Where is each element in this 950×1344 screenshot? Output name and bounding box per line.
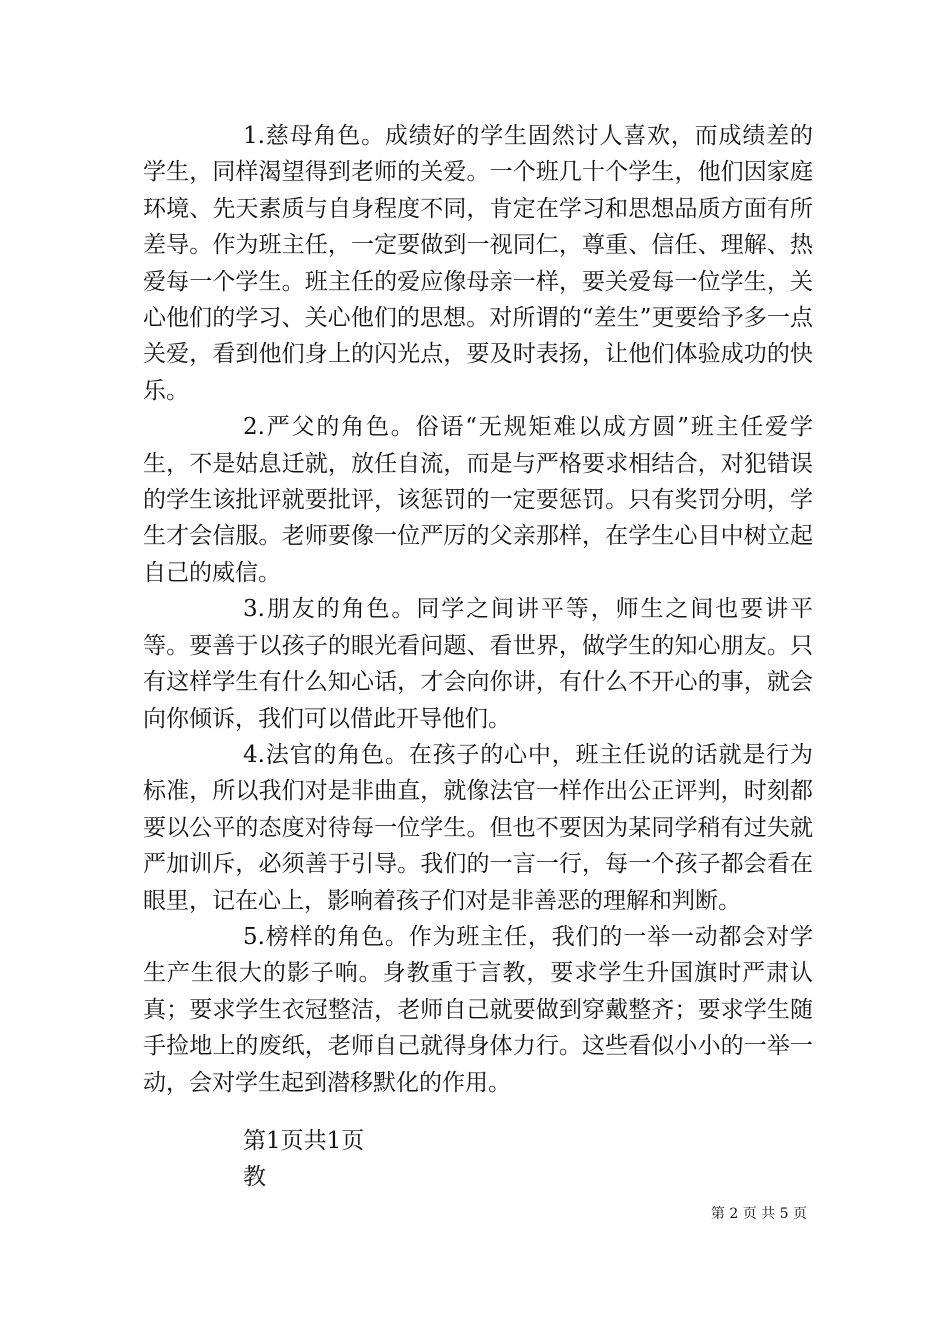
paragraph-5: 5.榜样的角色。作为班主任，我们的一举一动都会对学生产生很大的影子响。身教重于言教，要求学生升国旗时严肃认真；要求学生衣冠整洁，老师自己就要做到穿戴整齐；要求学生随手捡地上的废纸，老师自己就得身体力行。这些看似小小的一举一动，会对学生起到潜移默化的作用。 — [143, 923, 813, 1096]
paragraph-1: 1.慈母角色。成绩好的学生固然讨人喜欢，而成绩差的学生，同样渴望得到老师的关爱。一个班几十个学生，他们因家庭环境、先天素质与自身程度不同，肯定在学习和思想品质方面有所差导。作为班主任，一定要做到一视同仁，尊重、信任、理解、热爱每一个学生。班主任的爱应像母亲一样，要关爱每一位学生，关心他们的学习、关心他们的思想。对所谓的“差生”更要给予多一点关爱，看到他们身上的闪光点，要及时表扬，让他们体验成功的快乐。 — [143, 123, 813, 404]
body-text — [143, 118, 813, 1101]
stray-character: 教 — [243, 1164, 266, 1190]
paragraph-3: 3.朋友的角色。同学之间讲平等，师生之间也要讲平等。要善于以孩子的眼光看问题、看世界，做学生的知心朋友。只有这样学生有什么知心话，才会向你讲，有什么不开心的事，就会向你倾诉，我们可以借此开导他们。 — [143, 596, 813, 732]
paragraph-4: 4.法官的角色。在孩子的心中，班主任说的话就是行为标准，所以我们对是非曲直，就像法官一样作出公正评判，时刻都要以公平的态度对待每一位学生。但也不要因为某同学稍有过失就严加训斥，必须善于引导。我们的一言一行，每一个孩子都会看在眼里，记在心上，影响着孩子们对是非善恶的理解和判断。 — [143, 741, 813, 914]
paragraph-2: 2.严父的角色。俗语“无规矩难以成方圆”班主任爱学生，不是姑息迁就，放任自流，而是与严格要求相结合，对犯错误的学生该批评就要批评，该惩罚的一定要惩罚。只有奖罚分明，学生才会信服。老师要像一位严厉的父亲那样，在学生心目中树立起自己的威信。 — [143, 414, 813, 586]
inline-page-number: 第1页共1页 — [243, 1128, 365, 1154]
footer-page-number: 第 2 页 共 5 页 — [710, 1206, 807, 1222]
